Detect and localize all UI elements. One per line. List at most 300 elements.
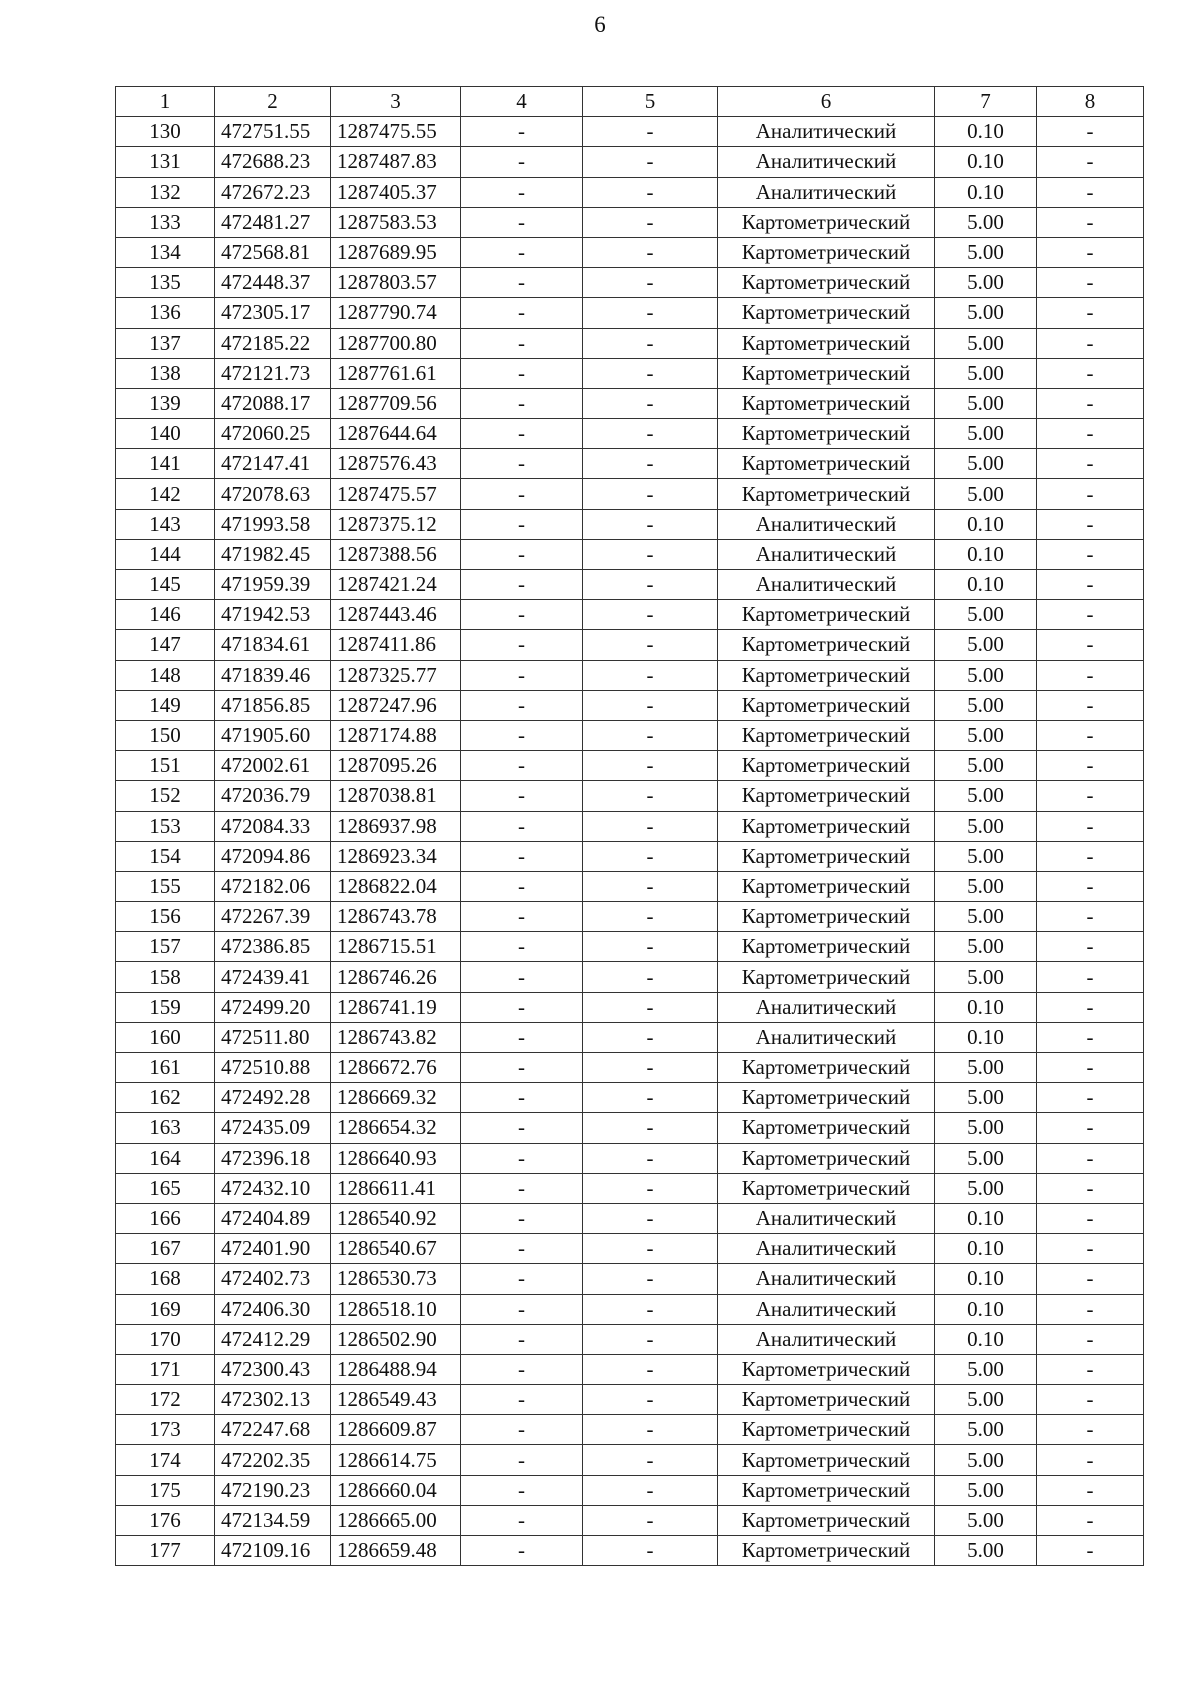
cell-col-4: - xyxy=(461,419,583,449)
cell-col-5: - xyxy=(583,147,718,177)
cell-coord-x: 472121.73 xyxy=(215,358,331,388)
cell-coord-x: 472247.68 xyxy=(215,1415,331,1445)
cell-coord-x: 472448.37 xyxy=(215,268,331,298)
table-row xyxy=(116,1415,1144,1445)
cell-col-8: - xyxy=(1037,479,1144,509)
cell-coord-x: 472402.73 xyxy=(215,1264,331,1294)
cell-point-number: 132 xyxy=(116,177,215,207)
cell-point-number: 138 xyxy=(116,358,215,388)
cell-col-4: - xyxy=(461,932,583,962)
table-row xyxy=(116,419,1144,449)
cell-method: Картометрический xyxy=(718,237,935,267)
cell-coord-x: 472499.20 xyxy=(215,992,331,1022)
cell-point-number: 145 xyxy=(116,570,215,600)
cell-method: Картометрический xyxy=(718,268,935,298)
table-row xyxy=(116,1324,1144,1354)
cell-coord-y: 1287174.88 xyxy=(331,720,461,750)
cell-method: Аналитический xyxy=(718,1022,935,1052)
cell-col-5: - xyxy=(583,690,718,720)
table-row xyxy=(116,1264,1144,1294)
cell-accuracy: 5.00 xyxy=(935,1053,1037,1083)
cell-point-number: 131 xyxy=(116,147,215,177)
table-row xyxy=(116,600,1144,630)
cell-col-4: - xyxy=(461,630,583,660)
cell-col-5: - xyxy=(583,419,718,449)
cell-col-5: - xyxy=(583,932,718,962)
cell-accuracy: 0.10 xyxy=(935,147,1037,177)
cell-coord-y: 1286654.32 xyxy=(331,1113,461,1143)
cell-col-8: - xyxy=(1037,962,1144,992)
cell-col-8: - xyxy=(1037,1022,1144,1052)
cell-col-5: - xyxy=(583,237,718,267)
cell-col-8: - xyxy=(1037,1385,1144,1415)
cell-col-8: - xyxy=(1037,358,1144,388)
cell-coord-x: 471942.53 xyxy=(215,600,331,630)
cell-method: Картометрический xyxy=(718,932,935,962)
cell-point-number: 149 xyxy=(116,690,215,720)
cell-accuracy: 0.10 xyxy=(935,570,1037,600)
cell-col-5: - xyxy=(583,1053,718,1083)
cell-col-8: - xyxy=(1037,720,1144,750)
table-row xyxy=(116,539,1144,569)
column-header-8: 8 xyxy=(1037,87,1144,117)
cell-coord-x: 472568.81 xyxy=(215,237,331,267)
cell-col-8: - xyxy=(1037,811,1144,841)
cell-col-4: - xyxy=(461,1022,583,1052)
cell-point-number: 158 xyxy=(116,962,215,992)
cell-accuracy: 5.00 xyxy=(935,328,1037,358)
cell-method: Картометрический xyxy=(718,1445,935,1475)
cell-col-4: - xyxy=(461,720,583,750)
cell-col-5: - xyxy=(583,1022,718,1052)
cell-coord-x: 471959.39 xyxy=(215,570,331,600)
table-row xyxy=(116,751,1144,781)
cell-coord-x: 471982.45 xyxy=(215,539,331,569)
cell-method: Картометрический xyxy=(718,630,935,660)
cell-point-number: 162 xyxy=(116,1083,215,1113)
cell-method: Картометрический xyxy=(718,841,935,871)
cell-coord-x: 472036.79 xyxy=(215,781,331,811)
cell-col-5: - xyxy=(583,811,718,841)
table-row xyxy=(116,117,1144,147)
table-row xyxy=(116,1445,1144,1475)
cell-coord-y: 1286659.48 xyxy=(331,1536,461,1566)
cell-point-number: 142 xyxy=(116,479,215,509)
cell-coord-y: 1287700.80 xyxy=(331,328,461,358)
cell-point-number: 152 xyxy=(116,781,215,811)
cell-col-8: - xyxy=(1037,1294,1144,1324)
table-row xyxy=(116,479,1144,509)
cell-accuracy: 5.00 xyxy=(935,479,1037,509)
cell-col-4: - xyxy=(461,1234,583,1264)
table-row xyxy=(116,449,1144,479)
cell-method: Аналитический xyxy=(718,117,935,147)
table-row xyxy=(116,268,1144,298)
cell-method: Картометрический xyxy=(718,1083,935,1113)
cell-point-number: 175 xyxy=(116,1475,215,1505)
cell-coord-y: 1287421.24 xyxy=(331,570,461,600)
cell-accuracy: 0.10 xyxy=(935,1294,1037,1324)
page-number: 6 xyxy=(594,12,606,37)
cell-col-4: - xyxy=(461,690,583,720)
table-row xyxy=(116,1505,1144,1535)
cell-accuracy: 5.00 xyxy=(935,1385,1037,1415)
cell-col-8: - xyxy=(1037,1234,1144,1264)
cell-col-8: - xyxy=(1037,298,1144,328)
cell-col-8: - xyxy=(1037,237,1144,267)
cell-coord-x: 472406.30 xyxy=(215,1294,331,1324)
table-row xyxy=(116,902,1144,932)
table-row xyxy=(116,328,1144,358)
cell-col-5: - xyxy=(583,630,718,660)
cell-col-8: - xyxy=(1037,419,1144,449)
cell-accuracy: 5.00 xyxy=(935,298,1037,328)
cell-col-8: - xyxy=(1037,630,1144,660)
cell-coord-x: 472109.16 xyxy=(215,1536,331,1566)
cell-col-5: - xyxy=(583,358,718,388)
cell-coord-y: 1286640.93 xyxy=(331,1143,461,1173)
table-row xyxy=(116,690,1144,720)
cell-coord-x: 472412.29 xyxy=(215,1324,331,1354)
cell-col-5: - xyxy=(583,660,718,690)
table-row xyxy=(116,962,1144,992)
cell-coord-x: 472267.39 xyxy=(215,902,331,932)
cell-accuracy: 5.00 xyxy=(935,388,1037,418)
cell-col-4: - xyxy=(461,1083,583,1113)
table-row xyxy=(116,207,1144,237)
cell-col-5: - xyxy=(583,539,718,569)
cell-point-number: 140 xyxy=(116,419,215,449)
cell-point-number: 139 xyxy=(116,388,215,418)
cell-coord-x: 472688.23 xyxy=(215,147,331,177)
cell-coord-x: 472202.35 xyxy=(215,1445,331,1475)
cell-col-5: - xyxy=(583,509,718,539)
cell-accuracy: 5.00 xyxy=(935,1415,1037,1445)
cell-col-5: - xyxy=(583,600,718,630)
cell-coord-x: 472396.18 xyxy=(215,1143,331,1173)
cell-accuracy: 0.10 xyxy=(935,539,1037,569)
cell-point-number: 157 xyxy=(116,932,215,962)
cell-method: Картометрический xyxy=(718,419,935,449)
cell-coord-x: 471993.58 xyxy=(215,509,331,539)
table-row xyxy=(116,992,1144,1022)
cell-point-number: 141 xyxy=(116,449,215,479)
coordinates-table xyxy=(115,86,1144,1566)
cell-col-5: - xyxy=(583,1505,718,1535)
cell-col-5: - xyxy=(583,1324,718,1354)
cell-col-4: - xyxy=(461,1143,583,1173)
cell-col-5: - xyxy=(583,117,718,147)
cell-point-number: 169 xyxy=(116,1294,215,1324)
cell-point-number: 160 xyxy=(116,1022,215,1052)
cell-accuracy: 0.10 xyxy=(935,1324,1037,1354)
cell-col-4: - xyxy=(461,1475,583,1505)
cell-method: Картометрический xyxy=(718,449,935,479)
cell-col-8: - xyxy=(1037,539,1144,569)
cell-col-5: - xyxy=(583,1173,718,1203)
cell-col-4: - xyxy=(461,1415,583,1445)
cell-point-number: 172 xyxy=(116,1385,215,1415)
cell-point-number: 154 xyxy=(116,841,215,871)
cell-col-8: - xyxy=(1037,1354,1144,1384)
table-row xyxy=(116,1083,1144,1113)
cell-col-8: - xyxy=(1037,207,1144,237)
cell-point-number: 164 xyxy=(116,1143,215,1173)
cell-coord-x: 472190.23 xyxy=(215,1475,331,1505)
cell-col-4: - xyxy=(461,962,583,992)
cell-accuracy: 5.00 xyxy=(935,1173,1037,1203)
table-row xyxy=(116,1173,1144,1203)
cell-accuracy: 5.00 xyxy=(935,268,1037,298)
cell-coord-y: 1287247.96 xyxy=(331,690,461,720)
cell-col-5: - xyxy=(583,1294,718,1324)
cell-coord-x: 472088.17 xyxy=(215,388,331,418)
cell-method: Картометрический xyxy=(718,751,935,781)
cell-accuracy: 0.10 xyxy=(935,177,1037,207)
cell-col-8: - xyxy=(1037,1536,1144,1566)
cell-method: Картометрический xyxy=(718,1385,935,1415)
cell-method: Картометрический xyxy=(718,479,935,509)
cell-coord-y: 1287583.53 xyxy=(331,207,461,237)
cell-coord-y: 1286488.94 xyxy=(331,1354,461,1384)
cell-coord-y: 1287761.61 xyxy=(331,358,461,388)
cell-method: Аналитический xyxy=(718,147,935,177)
cell-coord-y: 1286549.43 xyxy=(331,1385,461,1415)
cell-col-4: - xyxy=(461,1113,583,1143)
cell-method: Аналитический xyxy=(718,570,935,600)
cell-col-5: - xyxy=(583,1445,718,1475)
cell-coord-y: 1287038.81 xyxy=(331,781,461,811)
cell-method: Аналитический xyxy=(718,1234,935,1264)
cell-accuracy: 5.00 xyxy=(935,720,1037,750)
table-row xyxy=(116,570,1144,600)
cell-method: Картометрический xyxy=(718,298,935,328)
cell-coord-x: 472182.06 xyxy=(215,871,331,901)
cell-col-5: - xyxy=(583,902,718,932)
cell-point-number: 130 xyxy=(116,117,215,147)
cell-method: Картометрический xyxy=(718,781,935,811)
column-header-6: 6 xyxy=(718,87,935,117)
cell-col-5: - xyxy=(583,1385,718,1415)
cell-method: Картометрический xyxy=(718,962,935,992)
cell-coord-x: 472300.43 xyxy=(215,1354,331,1384)
cell-col-4: - xyxy=(461,1354,583,1384)
table-row xyxy=(116,1475,1144,1505)
cell-col-4: - xyxy=(461,811,583,841)
cell-method: Аналитический xyxy=(718,1294,935,1324)
cell-coord-x: 471834.61 xyxy=(215,630,331,660)
cell-coord-y: 1287475.57 xyxy=(331,479,461,509)
cell-col-8: - xyxy=(1037,871,1144,901)
cell-col-8: - xyxy=(1037,147,1144,177)
cell-coord-y: 1286609.87 xyxy=(331,1415,461,1445)
table-row xyxy=(116,1354,1144,1384)
cell-method: Картометрический xyxy=(718,871,935,901)
cell-coord-y: 1287644.64 xyxy=(331,419,461,449)
cell-method: Аналитический xyxy=(718,539,935,569)
column-header-1: 1 xyxy=(116,87,215,117)
cell-col-8: - xyxy=(1037,600,1144,630)
cell-method: Картометрический xyxy=(718,1415,935,1445)
cell-col-4: - xyxy=(461,902,583,932)
cell-method: Картометрический xyxy=(718,1173,935,1203)
cell-coord-y: 1286665.00 xyxy=(331,1505,461,1535)
cell-col-8: - xyxy=(1037,1445,1144,1475)
table-row xyxy=(116,1536,1144,1566)
cell-coord-y: 1287443.46 xyxy=(331,600,461,630)
cell-method: Аналитический xyxy=(718,1203,935,1233)
cell-col-5: - xyxy=(583,479,718,509)
cell-col-8: - xyxy=(1037,117,1144,147)
cell-col-8: - xyxy=(1037,1143,1144,1173)
cell-point-number: 156 xyxy=(116,902,215,932)
table-row xyxy=(116,177,1144,207)
cell-col-8: - xyxy=(1037,1203,1144,1233)
cell-col-4: - xyxy=(461,328,583,358)
cell-accuracy: 5.00 xyxy=(935,962,1037,992)
cell-col-8: - xyxy=(1037,1505,1144,1535)
table-row xyxy=(116,1294,1144,1324)
cell-method: Картометрический xyxy=(718,1113,935,1143)
cell-col-8: - xyxy=(1037,268,1144,298)
table-row xyxy=(116,1143,1144,1173)
cell-col-4: - xyxy=(461,237,583,267)
cell-method: Картометрический xyxy=(718,328,935,358)
cell-coord-y: 1287709.56 xyxy=(331,388,461,418)
cell-col-4: - xyxy=(461,660,583,690)
cell-col-4: - xyxy=(461,871,583,901)
cell-accuracy: 5.00 xyxy=(935,1354,1037,1384)
cell-point-number: 161 xyxy=(116,1053,215,1083)
cell-col-5: - xyxy=(583,962,718,992)
cell-col-5: - xyxy=(583,298,718,328)
cell-accuracy: 0.10 xyxy=(935,1022,1037,1052)
cell-coord-y: 1286741.19 xyxy=(331,992,461,1022)
cell-col-5: - xyxy=(583,1536,718,1566)
cell-col-5: - xyxy=(583,751,718,781)
cell-col-4: - xyxy=(461,1445,583,1475)
cell-method: Картометрический xyxy=(718,358,935,388)
cell-coord-x: 471839.46 xyxy=(215,660,331,690)
cell-coord-y: 1286715.51 xyxy=(331,932,461,962)
cell-col-5: - xyxy=(583,1415,718,1445)
cell-point-number: 171 xyxy=(116,1354,215,1384)
cell-coord-y: 1286540.92 xyxy=(331,1203,461,1233)
table-row xyxy=(116,841,1144,871)
cell-accuracy: 5.00 xyxy=(935,871,1037,901)
cell-col-4: - xyxy=(461,1173,583,1203)
cell-accuracy: 5.00 xyxy=(935,660,1037,690)
cell-point-number: 168 xyxy=(116,1264,215,1294)
cell-accuracy: 5.00 xyxy=(935,902,1037,932)
cell-col-4: - xyxy=(461,570,583,600)
cell-accuracy: 5.00 xyxy=(935,207,1037,237)
cell-accuracy: 0.10 xyxy=(935,509,1037,539)
table-row xyxy=(116,237,1144,267)
table-row xyxy=(116,630,1144,660)
cell-col-5: - xyxy=(583,841,718,871)
cell-point-number: 170 xyxy=(116,1324,215,1354)
cell-method: Картометрический xyxy=(718,600,935,630)
cell-col-5: - xyxy=(583,871,718,901)
cell-point-number: 135 xyxy=(116,268,215,298)
cell-coord-y: 1287790.74 xyxy=(331,298,461,328)
cell-method: Картометрический xyxy=(718,660,935,690)
cell-point-number: 146 xyxy=(116,600,215,630)
cell-coord-x: 471856.85 xyxy=(215,690,331,720)
cell-col-4: - xyxy=(461,1294,583,1324)
cell-coord-x: 472094.86 xyxy=(215,841,331,871)
cell-coord-y: 1286743.82 xyxy=(331,1022,461,1052)
cell-coord-x: 472078.63 xyxy=(215,479,331,509)
table-row xyxy=(116,1234,1144,1264)
cell-col-4: - xyxy=(461,479,583,509)
cell-accuracy: 5.00 xyxy=(935,841,1037,871)
cell-col-4: - xyxy=(461,298,583,328)
cell-point-number: 133 xyxy=(116,207,215,237)
cell-coord-x: 472492.28 xyxy=(215,1083,331,1113)
cell-method: Картометрический xyxy=(718,811,935,841)
cell-col-4: - xyxy=(461,1053,583,1083)
cell-col-4: - xyxy=(461,751,583,781)
cell-accuracy: 5.00 xyxy=(935,1475,1037,1505)
cell-col-8: - xyxy=(1037,1415,1144,1445)
cell-coord-x: 472305.17 xyxy=(215,298,331,328)
cell-point-number: 151 xyxy=(116,751,215,781)
cell-point-number: 134 xyxy=(116,237,215,267)
cell-point-number: 174 xyxy=(116,1445,215,1475)
cell-coord-y: 1286746.26 xyxy=(331,962,461,992)
cell-method: Аналитический xyxy=(718,1264,935,1294)
cell-coord-x: 472511.80 xyxy=(215,1022,331,1052)
cell-col-5: - xyxy=(583,328,718,358)
table-header-row xyxy=(116,87,1144,117)
cell-point-number: 166 xyxy=(116,1203,215,1233)
cell-col-8: - xyxy=(1037,1053,1144,1083)
cell-coord-y: 1287475.55 xyxy=(331,117,461,147)
cell-accuracy: 5.00 xyxy=(935,751,1037,781)
cell-coord-y: 1286540.67 xyxy=(331,1234,461,1264)
cell-col-8: - xyxy=(1037,902,1144,932)
cell-method: Аналитический xyxy=(718,992,935,1022)
cell-col-5: - xyxy=(583,570,718,600)
cell-accuracy: 5.00 xyxy=(935,1536,1037,1566)
cell-method: Аналитический xyxy=(718,509,935,539)
cell-col-5: - xyxy=(583,781,718,811)
cell-col-4: - xyxy=(461,117,583,147)
cell-col-4: - xyxy=(461,1385,583,1415)
table-row xyxy=(116,388,1144,418)
cell-col-4: - xyxy=(461,1505,583,1535)
cell-col-5: - xyxy=(583,1143,718,1173)
cell-point-number: 148 xyxy=(116,660,215,690)
cell-col-8: - xyxy=(1037,690,1144,720)
cell-point-number: 137 xyxy=(116,328,215,358)
column-header-5: 5 xyxy=(583,87,718,117)
column-header-7: 7 xyxy=(935,87,1037,117)
cell-coord-x: 472185.22 xyxy=(215,328,331,358)
cell-method: Аналитический xyxy=(718,1324,935,1354)
cell-accuracy: 5.00 xyxy=(935,600,1037,630)
cell-coord-y: 1286822.04 xyxy=(331,871,461,901)
cell-coord-x: 472302.13 xyxy=(215,1385,331,1415)
cell-coord-y: 1286669.32 xyxy=(331,1083,461,1113)
cell-col-5: - xyxy=(583,1113,718,1143)
cell-point-number: 147 xyxy=(116,630,215,660)
cell-point-number: 176 xyxy=(116,1505,215,1535)
cell-col-4: - xyxy=(461,1536,583,1566)
cell-col-5: - xyxy=(583,1354,718,1384)
